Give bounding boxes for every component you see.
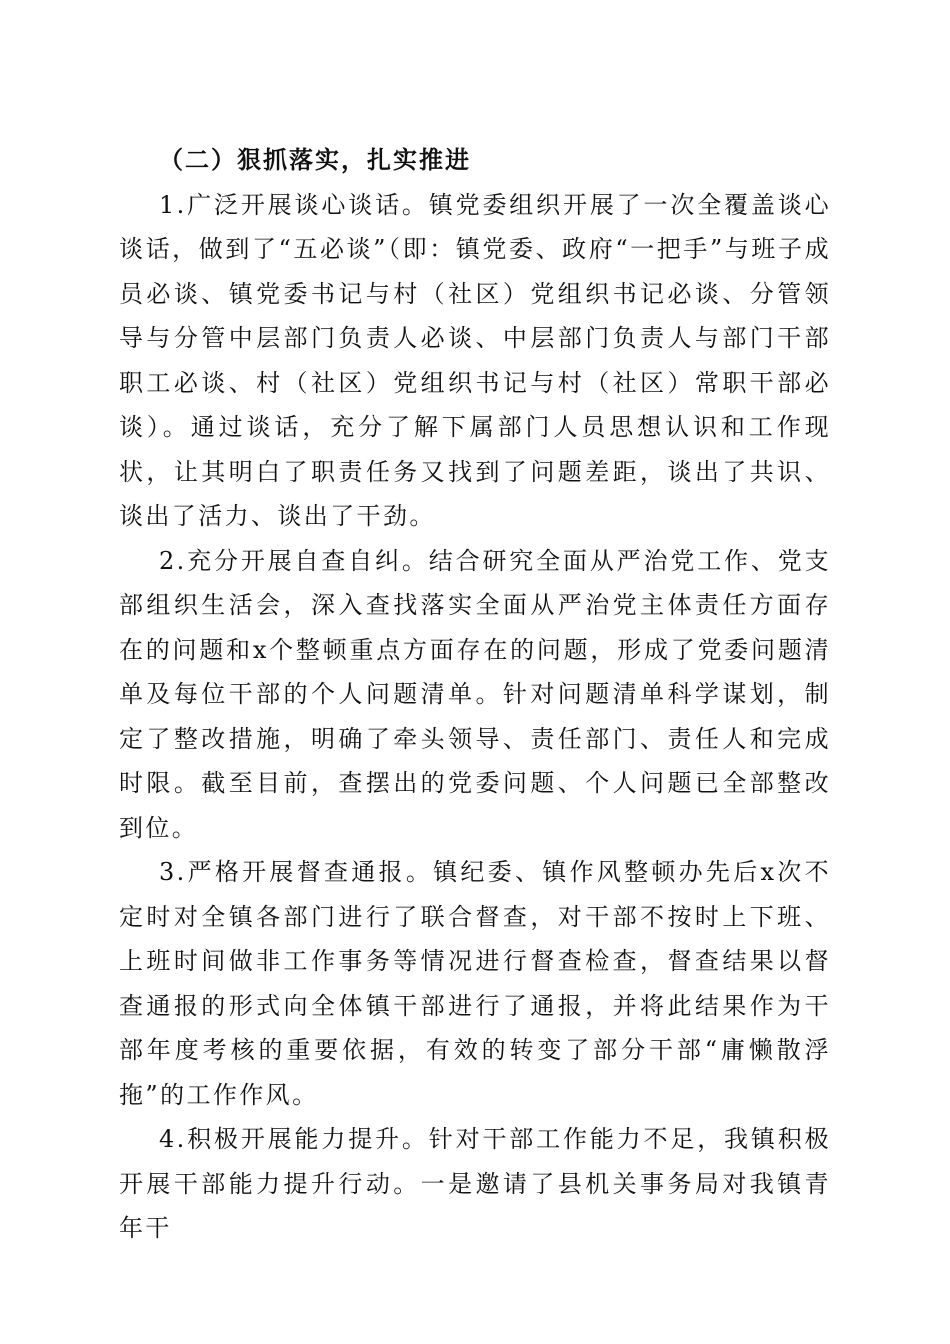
paragraph-supervision: 3.严格开展督查通报。镇纪委、镇作风整顿办先后x次不定时对全镇各部门进行了联合督查，对干部不按时上下班、上班时间做非工作事务等情况进行督查检查，督查结果以督查通报的形式向全体镇干部进行了通报，并将此结果作为干部年度考核的重要依据，有效的转变了部分干部“庸懒散浮拖”的工作作风。: [119, 858, 831, 1109]
section-heading: （二）狠抓落实，扎实推进: [159, 146, 471, 174]
paragraph-self-inspection: 2.充分开展自查自纠。结合研究全面从严治党工作、党支部组织生活会，深入查找落实全面从严治党主体责任方面存在的问题和x个整顿重点方面存在的问题，形成了党委问题清单及每位干部的个人问题清单。针对问题清单科学谋划，制定了整改措施，明确了牵头领导、责任部门、责任人和完成时限。截至目前，查摆出的党委问题、个人问题已全部整改到位。: [119, 546, 831, 842]
paragraph-talks: 1.广泛开展谈心谈话。镇党委组织开展了一次全覆盖谈心谈话，做到了“五必谈”（即：镇党委、政府“一把手”与班子成员必谈、镇党委书记与村（社区）党组织书记必谈、分管领导与分管中层部门负责人必谈、中层部门负责人与部门干部职工必谈、村（社区）党组织书记与村（社区）常职干部必谈）。通过谈话，充分了解下属部门人员思想认识和工作现状，让其明白了职责任务又找到了问题差距，谈出了共识、谈出了活力、谈出了干劲。: [119, 190, 831, 530]
paragraph-capability: 4.积极开展能力提升。针对干部工作能力不足，我镇积极开展干部能力提升行动。一是邀请了县机关事务局对我镇青年干: [119, 1125, 831, 1242]
document-body: [119, 138, 831, 1251]
